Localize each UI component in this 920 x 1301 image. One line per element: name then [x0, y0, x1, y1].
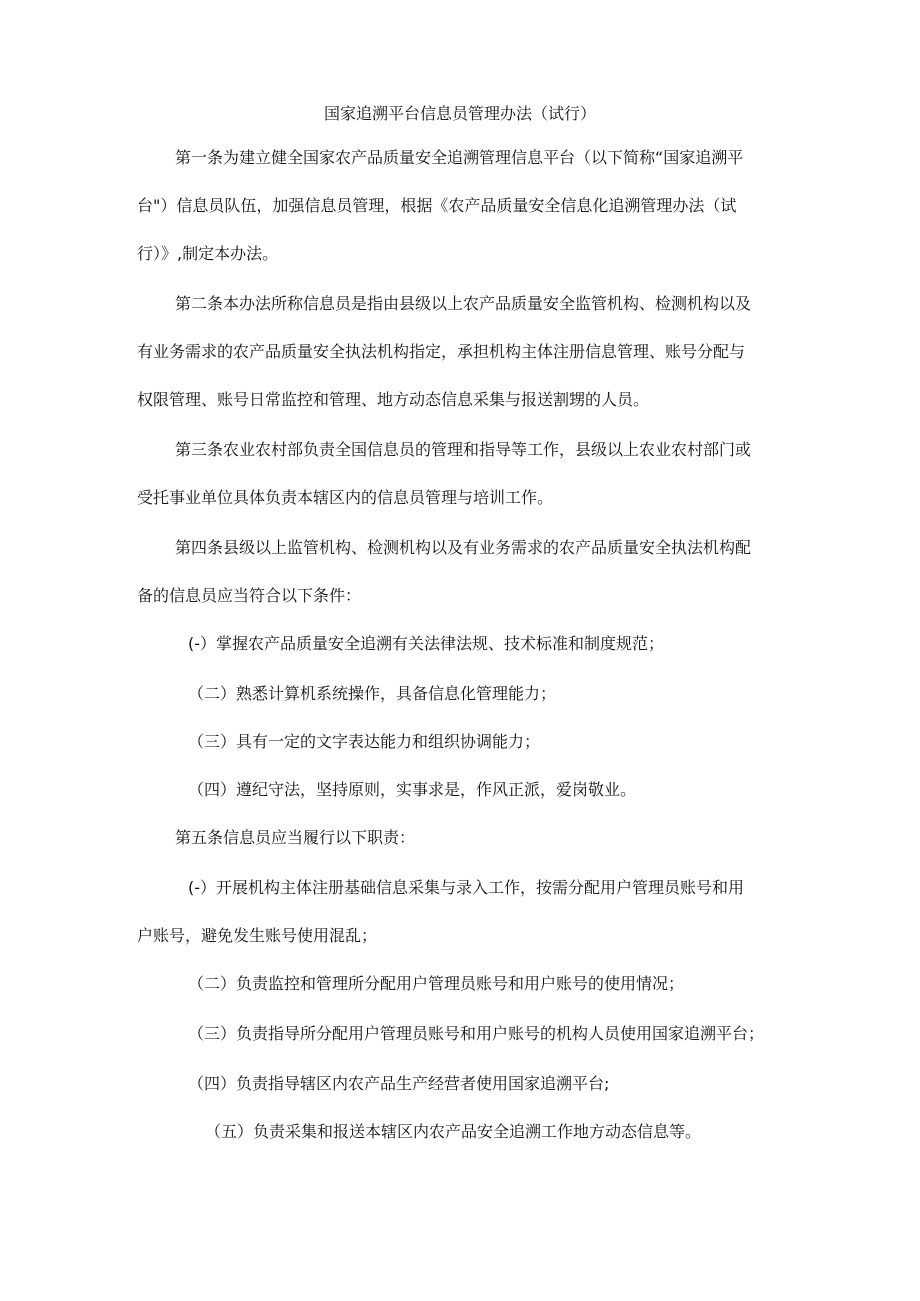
- article-4-item-3: （三）具有一定的文字表达能力和组织协调能力；: [188, 732, 541, 751]
- article-5-item-3: （三）负责指导所分配用户管理员账号和用户账号的机构人员使用国家追溯平台；: [188, 1024, 765, 1043]
- article-3-line-1: 第三条农业农村部负责全国信息员的管理和指导等工作，县级以上农业农村部门或: [175, 440, 752, 459]
- article-5-item-2: （二）负责监控和管理所分配用户管理员账号和用户账号的使用情况；: [188, 974, 685, 993]
- article-5-item-1-line-1: (-）开展机构主体注册基础信息采集与录入工作，按需分配用户管理员账号和用: [188, 878, 745, 897]
- document-title: 国家追溯平台信息员管理办法（试行）: [323, 104, 596, 123]
- article-1-line-3: 行）》,制定本办法。: [137, 244, 279, 263]
- article-3-line-2: 受托事业单位具体负责本辖区内的信息员管理与培训工作。: [137, 488, 554, 507]
- article-2-line-1: 第二条本办法所称信息员是指由县级以上农产品质量安全监管机构、检测机构以及: [175, 294, 752, 313]
- article-5-line-1: 第五条信息员应当履行以下职责：: [175, 828, 416, 847]
- article-4-item-2: （二）熟悉计算机系统操作，具备信息化管理能力；: [188, 684, 557, 703]
- article-4-item-4: （四）遵纪守法，坚持原则，实事求是，作风正派，爱岗敬业。: [188, 780, 637, 799]
- article-4-line-1: 第四条县级以上监管机构、检测机构以及有业务需求的农产品质量安全执法机构配: [175, 538, 752, 557]
- article-2-line-2: 有业务需求的农产品质量安全执法机构指定，承担机构主体注册信息管理、账号分配与: [137, 342, 746, 361]
- article-2-line-3: 权限管理、账号日常监控和管理、地方动态信息采集与报送割甥的人员。: [137, 390, 650, 409]
- article-1-line-1: 第一条为建立健全国家农产品质量安全追溯管理信息平台（以下简称“国家追溯平: [175, 148, 744, 167]
- article-5-item-4: （四）负责指导辖区内农产品生产经营者使用国家追溯平台;: [188, 1074, 610, 1093]
- article-5-item-1-line-2: 户账号，避免发生账号使用混乱；: [137, 926, 378, 945]
- article-1-line-2: 台"）信息员队伍，加强信息员管理，根据《农产品质量安全信息化追溯管理办法（试: [137, 196, 737, 215]
- article-5-item-5: （五）负责采集和报送本辖区内农产品安全追溯工作地方动态信息等。: [205, 1122, 702, 1141]
- article-4-line-2: 备的信息员应当符合以下条件：: [137, 586, 362, 605]
- article-4-item-1: (-）掌握农产品质量安全追溯有关法律法规、技术标准和制度规范；: [188, 634, 665, 653]
